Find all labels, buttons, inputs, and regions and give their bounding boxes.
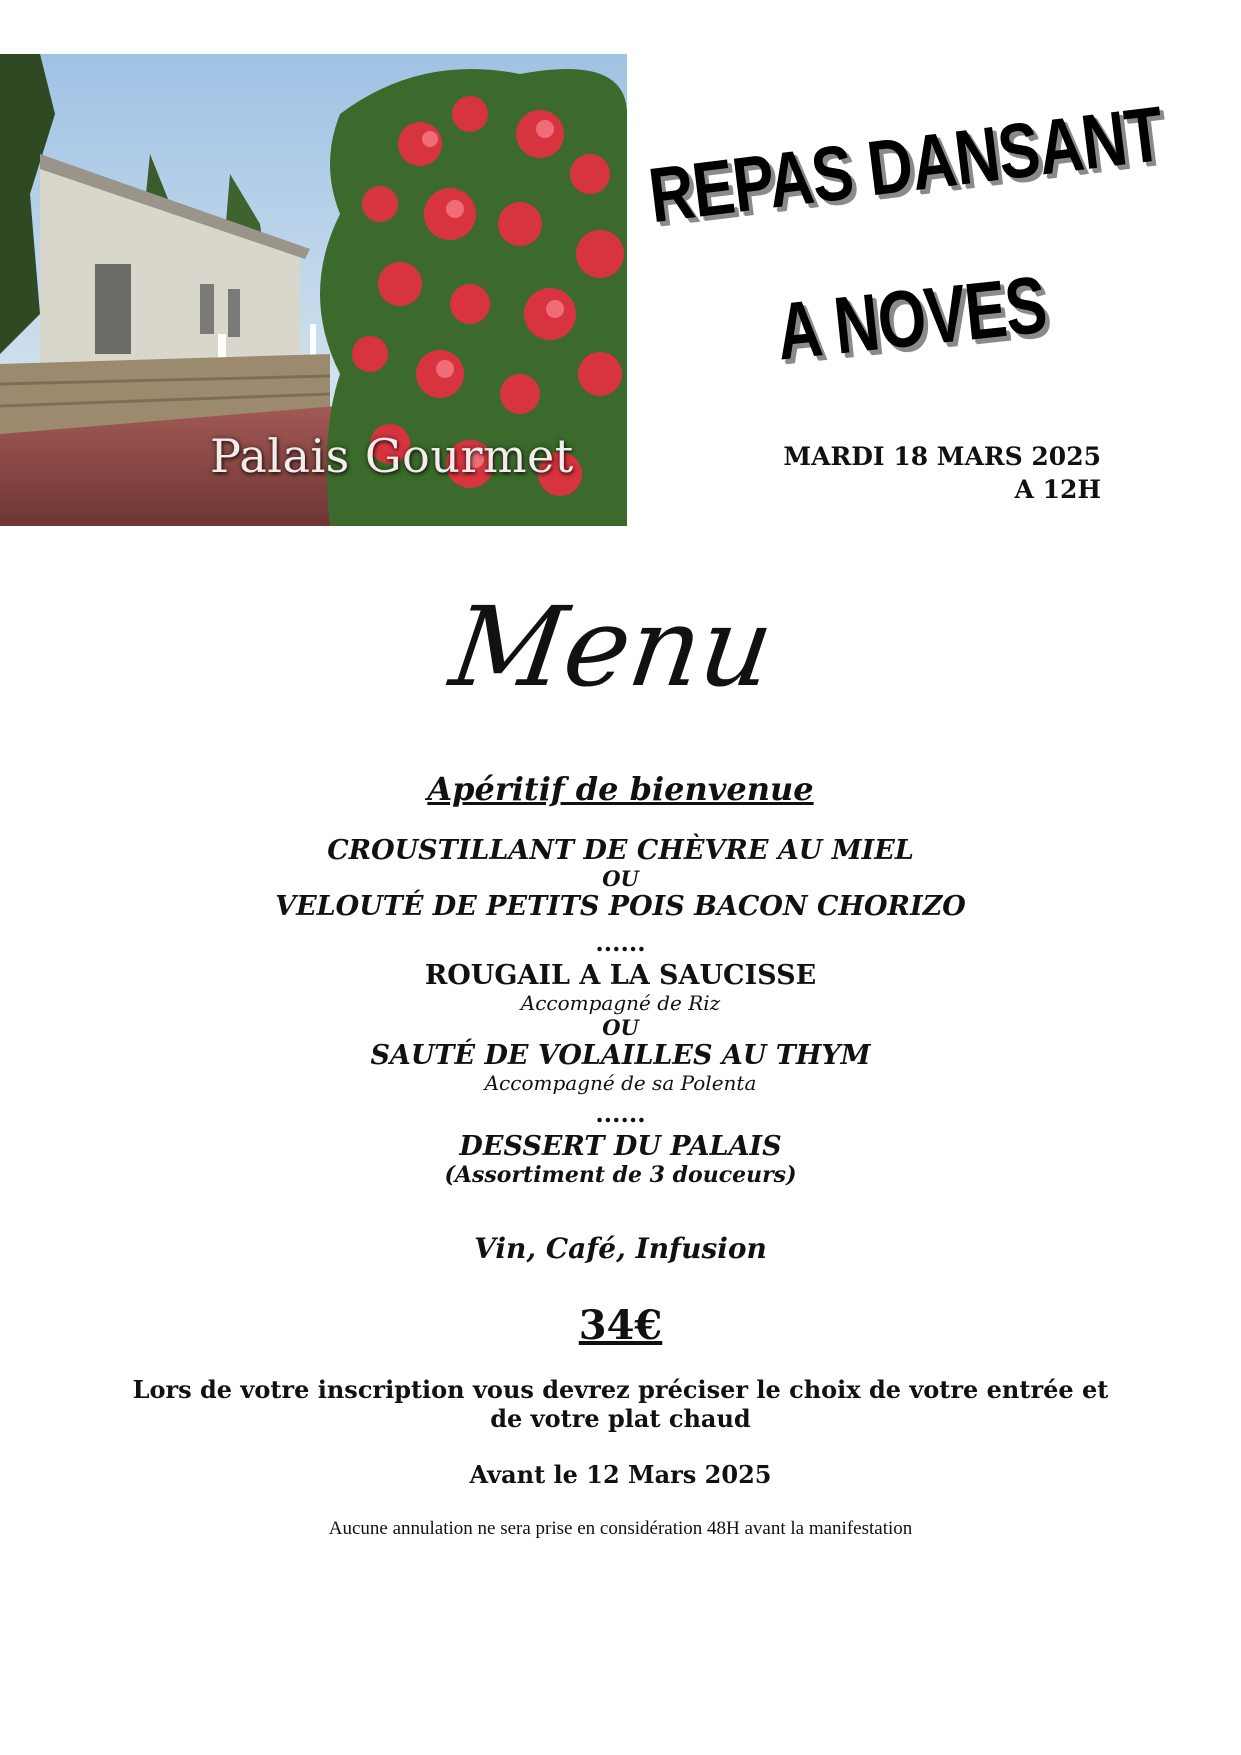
restaurant-photo [0, 54, 627, 526]
event-date-block [783, 440, 1101, 506]
event-title-line2: A NOVES [772, 260, 1051, 378]
starter-2: VELOUTÉ DE PETITS POIS BACON CHORIZO [275, 891, 966, 922]
dessert: DESSERT DU PALAIS [459, 1131, 782, 1162]
menu-title-script [442, 583, 781, 725]
cancellation-policy: Aucune annulation ne sera prise en considération 48H avant la manifestation [328, 1518, 913, 1539]
or-separator-1: OU [602, 866, 639, 891]
main-course-1-side: Accompagné de Riz [520, 991, 721, 1015]
course-separator-2: ...... [595, 1099, 646, 1128]
registration-notice-line1: Lors de votre inscription vous devrez préciser le choix de votre entrée et [132, 1375, 1109, 1404]
registration-deadline: Avant le 12 Mars 2025 [469, 1460, 772, 1489]
event-date: MARDI 18 MARS 2025 [783, 442, 1101, 471]
registration-notice [0, 1375, 1241, 1433]
main-course-2-side: Accompagné de sa Polenta [484, 1071, 757, 1095]
dessert-detail: (Assortiment de 3 douceurs) [444, 1162, 797, 1188]
or-separator-2: OU [602, 1015, 639, 1040]
starter-1: CROUSTILLANT DE CHÈVRE AU MIEL [327, 835, 914, 866]
menu-title-text: Menu [442, 583, 781, 712]
main-course-2: SAUTÉ DE VOLAILLES AU THYM [370, 1040, 871, 1071]
menu-courses [0, 835, 1241, 1188]
menu-title [0, 585, 1241, 729]
main-course-1: ROUGAIL A LA SAUCISSE [424, 960, 817, 991]
course-separator-1: ...... [595, 928, 646, 957]
event-time: A 12H [1014, 475, 1101, 504]
event-title-line1: REPAS DANSANT [644, 91, 1168, 240]
photo-caption: Palais Gourmet [210, 429, 574, 483]
aperitif: Apéritif de bienvenue [427, 770, 814, 808]
price: 34€ [578, 1302, 663, 1349]
drinks: Vin, Café, Infusion [474, 1232, 767, 1265]
registration-notice-line2: de votre plat chaud [490, 1404, 751, 1433]
